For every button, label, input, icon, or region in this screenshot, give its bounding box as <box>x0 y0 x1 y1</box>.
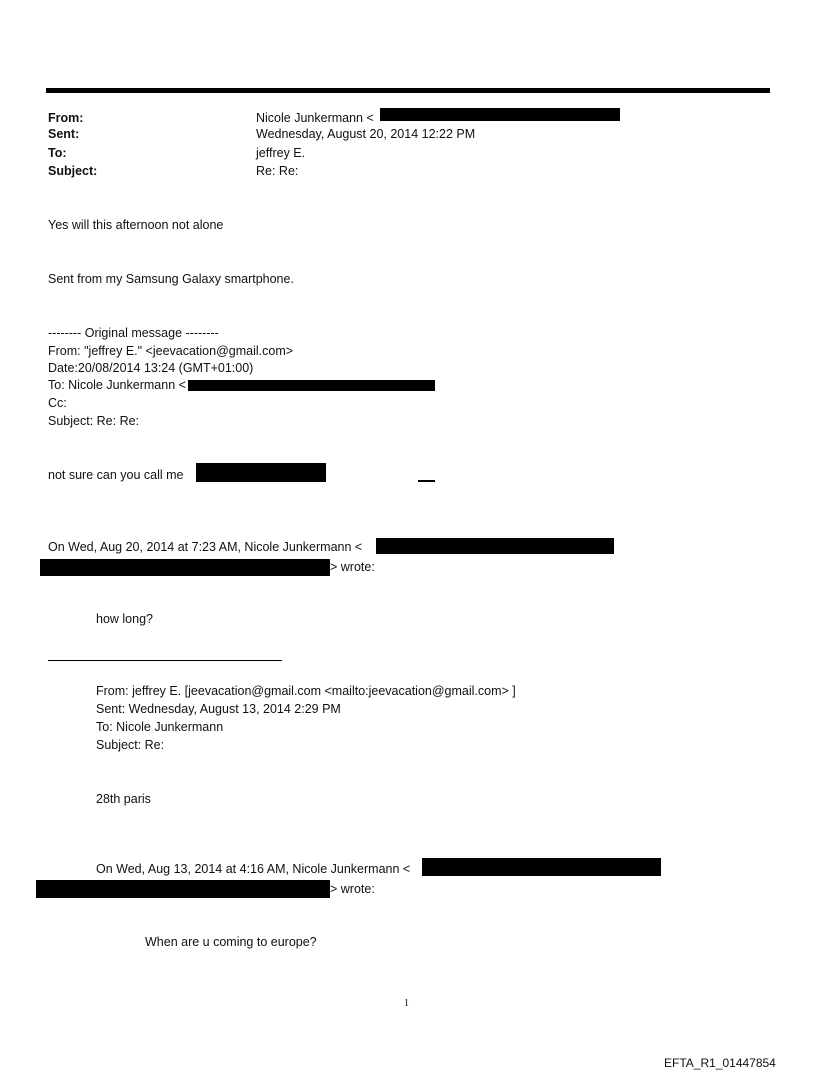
redaction-from-email <box>380 108 620 121</box>
redaction-original-to-email <box>188 380 435 391</box>
quote-separator <box>48 660 282 661</box>
header-rule <box>46 88 770 93</box>
quote1-intro: On Wed, Aug 20, 2014 at 7:23 AM, Nicole Junkermann < <box>48 540 363 554</box>
redaction-quote3-email-b <box>36 880 330 898</box>
original-cc: Cc: <box>48 396 67 410</box>
quote3-wrote: > wrote: <box>330 882 375 896</box>
quote2-from: From: jeffrey E. [jeevacation@gmail.com <mailto:jeevacation@gmail.com> ] <box>96 684 516 698</box>
underscore-mark <box>418 480 435 482</box>
redaction-quote3-email-a <box>422 858 661 876</box>
mobile-signature: Sent from my Samsung Galaxy smartphone. <box>48 272 294 286</box>
redaction-phone-number <box>196 463 326 482</box>
original-message-text: not sure can you call me <box>48 468 184 482</box>
page-number: 1 <box>404 998 409 1009</box>
document-id: EFTA_R1_01447854 <box>664 1056 776 1070</box>
to-label: To: <box>48 146 67 160</box>
original-message-divider: -------- Original message -------- <box>48 326 219 340</box>
original-to: To: Nicole Junkermann < <box>48 378 186 392</box>
quote3-message: When are u coming to europe? <box>145 935 317 949</box>
original-date: Date:20/08/2014 13:24 (GMT+01:00) <box>48 361 254 375</box>
quote2-sent: Sent: Wednesday, August 13, 2014 2:29 PM <box>96 702 341 716</box>
subject-value: Re: Re: <box>256 164 299 178</box>
quote1-message: how long? <box>96 612 153 626</box>
subject-label: Subject: <box>48 164 98 178</box>
from-value: Nicole Junkermann < <box>256 111 374 125</box>
quote2-to: To: Nicole Junkermann <box>96 720 224 734</box>
from-label: From: <box>48 111 84 125</box>
quote2-message: 28th paris <box>96 792 151 806</box>
reply-message: Yes will this afternoon not alone <box>48 218 224 232</box>
redaction-quote1-email-a <box>376 538 614 554</box>
original-from: From: "jeffrey E." <jeevacation@gmail.com> <box>48 344 294 358</box>
redaction-quote1-email-b <box>40 559 330 576</box>
original-subject: Subject: Re: Re: <box>48 414 140 428</box>
sent-value: Wednesday, August 20, 2014 12:22 PM <box>256 127 476 141</box>
quote2-subject: Subject: Re: <box>96 738 165 752</box>
quote1-wrote: > wrote: <box>330 560 375 574</box>
quote3-intro: On Wed, Aug 13, 2014 at 4:16 AM, Nicole Junkermann < <box>96 862 411 876</box>
to-value: jeffrey E. <box>256 146 306 160</box>
sent-label: Sent: <box>48 127 80 141</box>
